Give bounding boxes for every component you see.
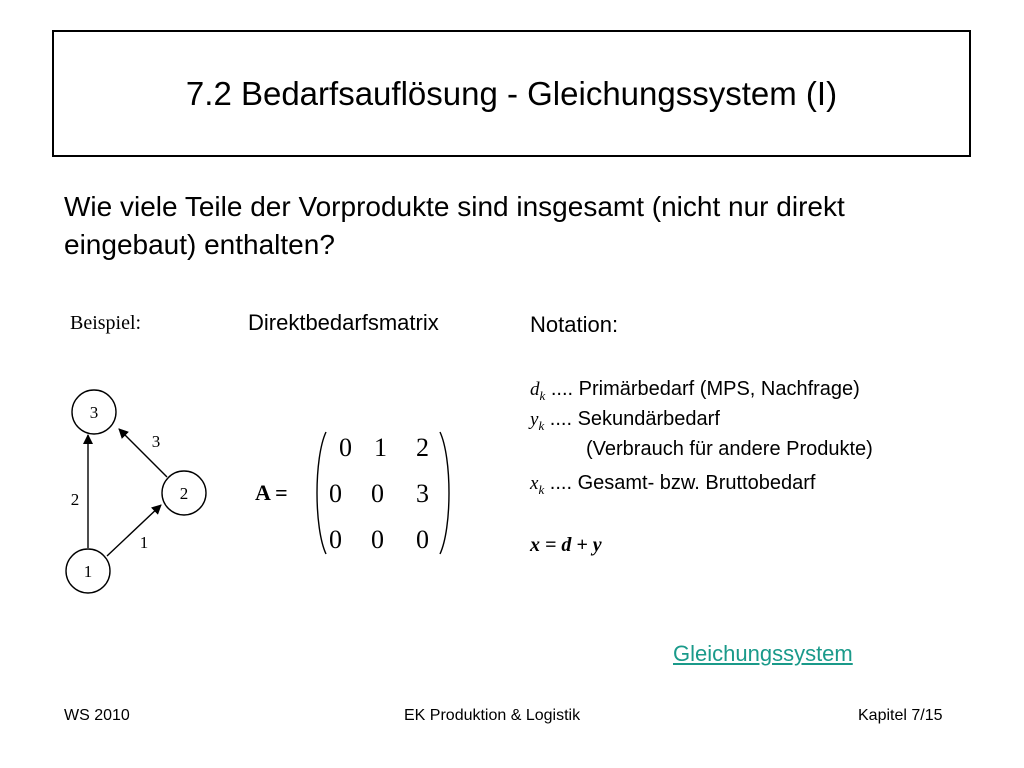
matrix-cell: 2 bbox=[416, 433, 429, 462]
node-3-label: 3 bbox=[89, 403, 99, 422]
direct-requirement-matrix bbox=[310, 428, 460, 558]
matrix-heading: Direktbedarfsmatrix bbox=[248, 310, 439, 335]
notation-equation: x = d + y bbox=[530, 534, 602, 556]
title-box bbox=[52, 30, 971, 157]
notation-item bbox=[530, 378, 860, 404]
notation-text: .... Gesamt- bzw. Bruttobedarf bbox=[549, 472, 816, 494]
matrix-cell: 0 bbox=[371, 479, 384, 508]
matrix-cell: 0 bbox=[371, 525, 384, 554]
edge-2-3-label: 3 bbox=[151, 432, 161, 451]
footer-semester: WS 2010 bbox=[64, 707, 130, 724]
notation-text: (Verbrauch für andere Produkte) bbox=[586, 438, 873, 460]
matrix-cell: 0 bbox=[329, 479, 342, 508]
notation-variable: d bbox=[530, 379, 540, 400]
notation-item bbox=[530, 408, 720, 434]
footer-course: EK Produktion & Logistik bbox=[404, 707, 581, 724]
matrix-cell: 0 bbox=[339, 433, 352, 462]
equation-system-link[interactable]: Gleichungssystem bbox=[673, 641, 853, 666]
matrix-cell: 3 bbox=[416, 479, 429, 508]
notation-text: .... Primärbedarf (MPS, Nachfrage) bbox=[550, 378, 860, 400]
notation-subscript: k bbox=[539, 388, 546, 403]
matrix-cell: 0 bbox=[416, 525, 429, 554]
page-title: 7.2 Bedarfsauflösung - Gleichungssystem (I) bbox=[185, 75, 838, 112]
notation-text: .... Sekundärbedarf bbox=[549, 408, 720, 430]
node-2-label: 2 bbox=[179, 484, 189, 503]
matrix-right-paren bbox=[440, 432, 449, 554]
edge-1-3-label: 2 bbox=[70, 490, 80, 509]
edge-1-2 bbox=[107, 505, 161, 556]
notation-item bbox=[530, 472, 815, 498]
matrix-cell: 1 bbox=[374, 433, 387, 462]
matrix-left-paren bbox=[317, 432, 326, 554]
example-label: Beispiel: bbox=[70, 312, 142, 334]
matrix-cell: 0 bbox=[329, 525, 342, 554]
notation-item bbox=[586, 438, 873, 461]
notation-subscript: k bbox=[538, 482, 545, 497]
question-text: Wie viele Teile der Vorprodukte sind insgesamt (nicht nur direkt eingebaut) enthalten? bbox=[64, 191, 845, 260]
notation-heading: Notation: bbox=[530, 312, 619, 337]
node-1-label: 1 bbox=[83, 562, 93, 581]
notation-variable: y bbox=[530, 409, 539, 430]
matrix-label: A = bbox=[255, 480, 288, 505]
product-structure-graph bbox=[50, 380, 230, 595]
notation-variable: x bbox=[530, 473, 539, 494]
footer-page: Kapitel 7/15 bbox=[858, 707, 943, 724]
notation-subscript: k bbox=[538, 418, 545, 433]
edge-1-2-label: 1 bbox=[139, 533, 149, 552]
